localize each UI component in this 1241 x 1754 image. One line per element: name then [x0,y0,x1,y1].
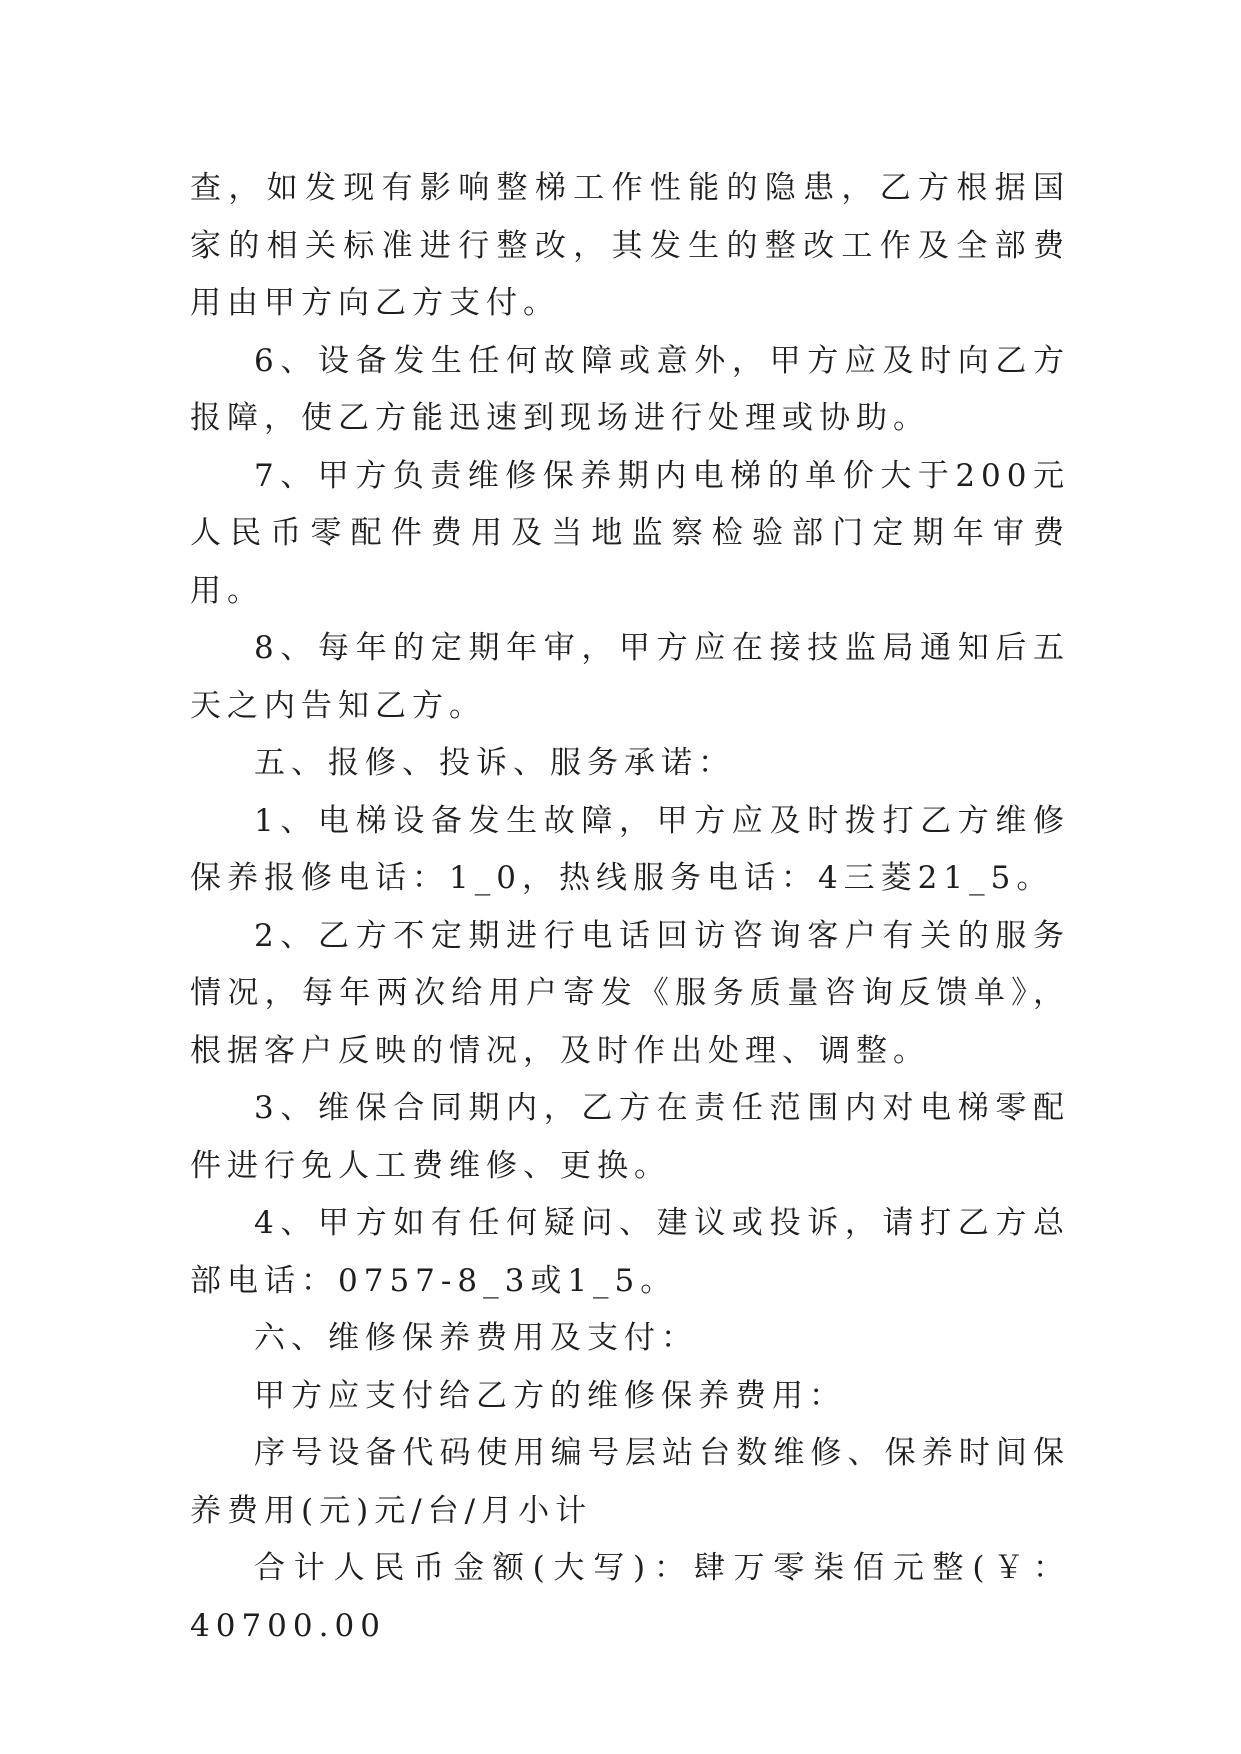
paragraph-item-4: 4、甲方如有任何疑问、建议或投诉，请打乙方总部电话：0757-8_3或1_5。 [190,1205,1070,1299]
paragraph-item-6: 6、设备发生任何故障或意外，甲方应及时向乙方报障，使乙方能迅速到现场进行处理或协助。 [190,342,1070,436]
paragraph-fee-intro: 甲方应支付给乙方的维修保养费用： [254,1377,846,1414]
paragraph-item-1: 1、电梯设备发生故障，甲方应及时拨打乙方维修保养报修电话：1_0，热线服务电话：4三菱21_5。 [190,802,1070,896]
paragraph-fee-total: 合计人民币金额(大写)：肆万零柒佰元整(￥：40700.00 [190,1550,1070,1644]
paragraph-continuation: 查，如发现有影响整梯工作性能的隐患，乙方根据国家的相关标准进行整改，其发生的整改工作及全部费用由甲方向乙方支付。 [190,170,1070,321]
paragraph-item-8: 8、每年的定期年审，甲方应在接技监局通知后五天之内告知乙方。 [190,630,1070,724]
paragraph-item-2: 2、乙方不定期进行电话回访咨询客户有关的服务情况，每年两次给用户寄发《服务质量咨询反馈单》，根据客户反映的情况，及时作出处理、调整。 [190,917,1070,1069]
section-heading-5: 五、报修、投诉、服务承诺： [254,745,735,781]
paragraph-fee-table-header: 序号设备代码使用编号层站台数维修、保养时间保养费用(元)元/台/月小计 [190,1435,1070,1529]
paragraph-item-7: 7、甲方负责维修保养期内电梯的单价大于200元人民币零配件费用及当地监察检验部门定期年审费用。 [190,457,1070,609]
document-body [190,160,1070,1655]
paragraph-item-3: 3、维保合同期内，乙方在责任范围内对电梯零配件进行免人工费维修、更换。 [190,1090,1070,1184]
section-heading-6: 六、维修保养费用及支付： [254,1320,698,1356]
